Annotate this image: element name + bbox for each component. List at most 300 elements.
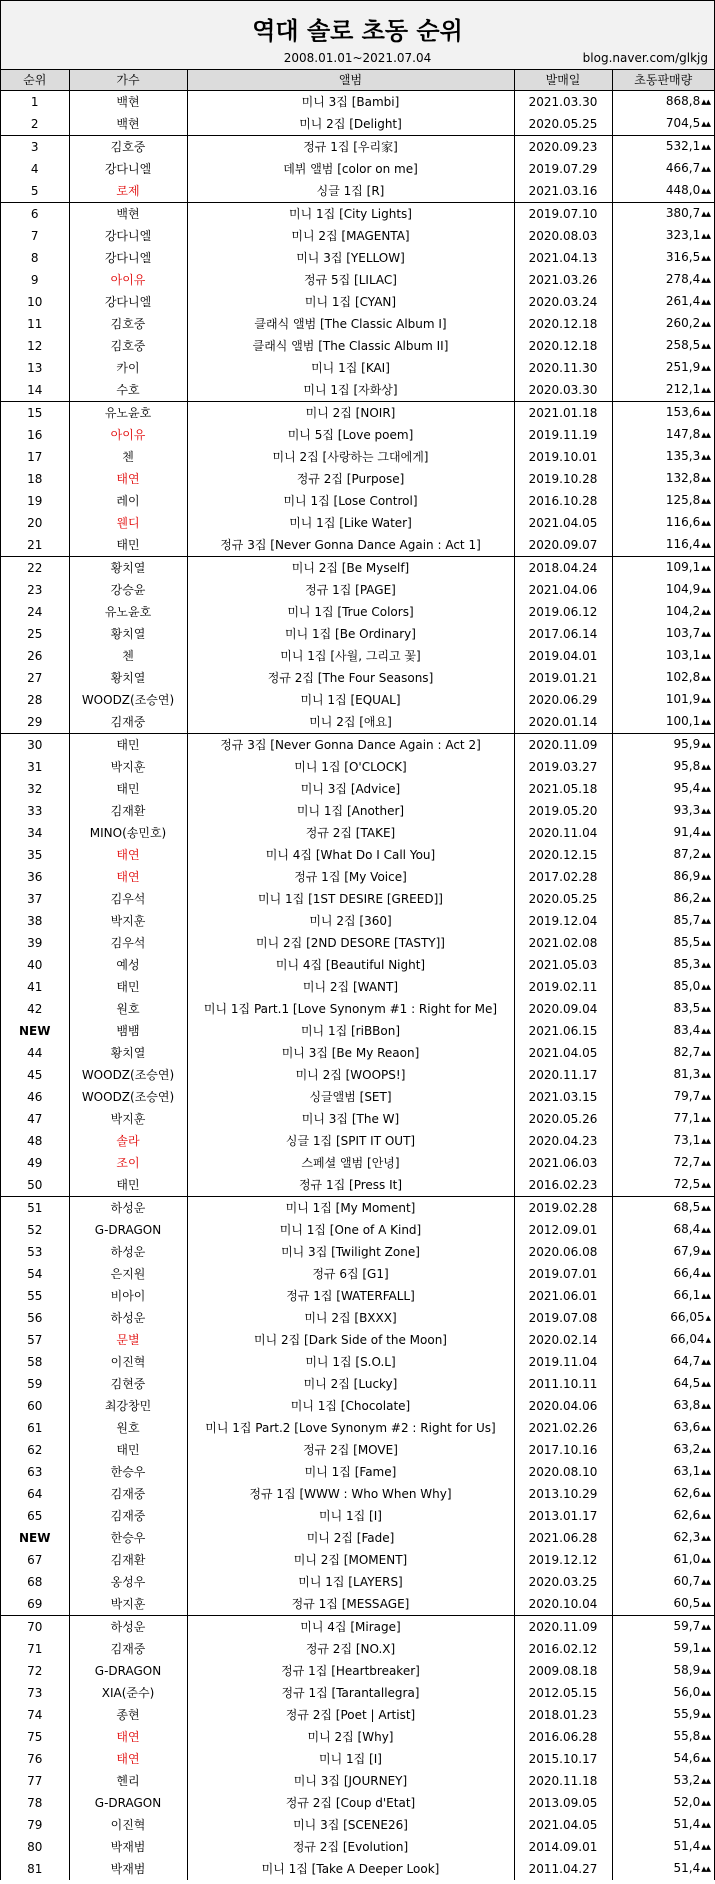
date-cell: 2019.12.12 [514,1549,612,1571]
sales-cell [612,1285,714,1307]
masked-digits-icon: ▲▲ [701,917,710,925]
sales-cell [612,1064,714,1086]
masked-digits-icon: ▲▲ [701,1248,710,1256]
sales-value: 212,1 [665,382,701,396]
sales-cell [612,1439,714,1461]
masked-digits-icon: ▲▲ [701,1799,710,1807]
date-cell: 2020.11.18 [514,1770,612,1792]
sales-cell [612,313,714,335]
table-row [1,1836,714,1858]
album-cell: 미니 3집 [JOURNEY] [187,1770,514,1792]
table-row [1,1748,714,1770]
date-cell: 2021.06.28 [514,1527,612,1549]
masked-digits-icon: ▲▲ [701,364,710,372]
sales-value: 83,5 [673,1001,701,1015]
table-row [1,734,714,757]
table-row [1,512,714,534]
rank-cell: 11 [27,316,43,331]
artist-cell: 김재환 [69,1549,187,1571]
artist-cell: 태민 [69,534,187,557]
sales-cell [612,778,714,800]
sales-cell [612,932,714,954]
artist-cell: 솔라 [69,1130,187,1152]
table-row [1,1593,714,1616]
album-cell: 정규 2집 [Purpose] [187,468,514,490]
artist-cell: 강다니엘 [69,225,187,247]
masked-digits-icon: ▲▲ [701,586,710,594]
album-cell: 미니 1집 [사월, 그리고 꽃] [187,645,514,667]
sales-cell [612,844,714,866]
masked-digits-icon: ▲▲ [701,564,710,572]
rank-cell: 50 [27,1177,43,1192]
rank-cell: 24 [27,604,43,619]
table-row [1,1351,714,1373]
sales-value: 51,4 [673,1817,701,1831]
table-row [1,800,714,822]
sales-cell [612,1593,714,1616]
album-cell: 미니 1집 [City Lights] [187,203,514,226]
artist-cell: 조이 [69,1152,187,1174]
artist-cell: 로제 [69,180,187,203]
rank-cell: NEW [19,1530,51,1545]
album-cell: 정규 2집 [Coup d'Etat] [187,1792,514,1814]
date-cell: 2021.04.05 [514,512,612,534]
table-row [1,1726,714,1748]
sales-value: 77,1 [673,1111,701,1125]
table-row [1,1130,714,1152]
table-row [1,998,714,1020]
artist-cell: 태연 [69,866,187,888]
rank-cell: 38 [27,913,43,928]
album-cell: 미니 3집 [YELLOW] [187,247,514,269]
table-row [1,1682,714,1704]
rank-cell: 39 [27,935,43,950]
artist-cell: WOODZ(조승연) [69,689,187,711]
artist-cell: 김호중 [69,313,187,335]
masked-digits-icon: ▲▲ [701,1402,710,1410]
rank-cell: 54 [27,1266,43,1281]
sales-cell [612,1571,714,1593]
artist-cell: 강다니엘 [69,247,187,269]
rank-cell: 20 [27,515,43,530]
rank-cell: 29 [27,714,43,729]
date-cell: 2020.10.04 [514,1593,612,1616]
date-cell: 2021.02.26 [514,1417,612,1439]
rank-cell: 45 [27,1067,43,1082]
sales-value: 103,1 [665,648,701,662]
date-cell: 2020.11.04 [514,822,612,844]
album-cell: 클래식 앨범 [The Classic Album I] [187,313,514,335]
sales-cell [612,1329,714,1351]
artist-cell: 한승우 [69,1527,187,1549]
artist-cell: 태민 [69,1439,187,1461]
album-cell: 미니 2집 [MAGENTA] [187,225,514,247]
rank-cell: 16 [27,427,43,442]
masked-digits-icon: ▲▲ [701,210,710,218]
table-row [1,1792,714,1814]
masked-digits-icon: ▲ [705,1336,710,1344]
date-cell: 2020.09.04 [514,998,612,1020]
date-cell: 2020.06.29 [514,689,612,711]
artist-cell: 박지훈 [69,910,187,932]
artist-cell: 헨리 [69,1770,187,1792]
sales-value: 53,2 [673,1773,701,1787]
album-cell: 미니 2집 [NOIR] [187,402,514,425]
sales-cell [612,291,714,313]
masked-digits-icon: ▲▲ [701,1159,710,1167]
table-row [1,756,714,778]
masked-digits-icon: ▲▲ [701,320,710,328]
sales-cell [612,1395,714,1417]
album-cell: 미니 1집 [자화상] [187,379,514,402]
sales-value: 59,7 [673,1619,701,1633]
album-cell: 미니 5집 [Love poem] [187,424,514,446]
rank-cell: 76 [27,1751,43,1766]
date-cell: 2021.03.15 [514,1086,612,1108]
album-cell: 정규 1집 [Heartbreaker] [187,1660,514,1682]
sales-cell [612,822,714,844]
album-cell: 정규 3집 [Never Gonna Dance Again : Act 1] [187,534,514,557]
date-cell: 2019.05.20 [514,800,612,822]
sales-cell [612,379,714,402]
date-cell: 2021.03.16 [514,180,612,203]
masked-digits-icon: ▲▲ [701,1137,710,1145]
sales-value: 260,2 [665,316,701,330]
table-row [1,1483,714,1505]
table-row [1,932,714,954]
rank-cell: 17 [27,449,43,464]
table-row [1,1461,714,1483]
artist-cell: 강승윤 [69,579,187,601]
artist-cell: 유노윤호 [69,601,187,623]
sales-cell [612,1483,714,1505]
artist-cell: 김우석 [69,932,187,954]
date-cell: 2019.03.27 [514,756,612,778]
table-row [1,954,714,976]
sales-cell [612,1108,714,1130]
table-row [1,778,714,800]
masked-digits-icon: ▲▲ [701,1270,710,1278]
masked-digits-icon: ▲▲ [701,939,710,947]
artist-cell: 박지훈 [69,756,187,778]
sales-value: 95,8 [673,759,701,773]
date-cell: 2019.11.19 [514,424,612,446]
sales-cell [612,1814,714,1836]
sales-cell [612,1373,714,1395]
sales-cell [612,1682,714,1704]
date-cell: 2019.10.28 [514,468,612,490]
date-cell: 2019.02.11 [514,976,612,998]
rank-cell: 81 [27,1861,43,1876]
rank-cell: 53 [27,1244,43,1259]
masked-digits-icon: ▲▲ [701,1755,710,1763]
rank-cell: 48 [27,1133,43,1148]
date-cell: 2019.07.08 [514,1307,612,1329]
sales-value: 64,7 [673,1354,701,1368]
sales-cell [612,910,714,932]
artist-cell: 종현 [69,1704,187,1726]
table-row [1,888,714,910]
table-row [1,158,714,180]
sales-value: 51,4 [673,1839,701,1853]
sales-cell [612,998,714,1020]
date-cell: 2018.04.24 [514,557,612,580]
sales-value: 83,4 [673,1023,701,1037]
artist-cell: 박지훈 [69,1108,187,1130]
sales-value: 95,4 [673,781,701,795]
table-header-row [1,70,714,91]
album-cell: 미니 1집 [True Colors] [187,601,514,623]
rank-cell: 6 [1,203,69,226]
date-cell: 2020.11.09 [514,1616,612,1639]
date-cell: 2020.12.18 [514,313,612,335]
sales-value: 63,2 [673,1442,701,1456]
rank-cell: 67 [27,1552,43,1567]
date-cell: 2020.03.30 [514,379,612,402]
sales-value: 54,6 [673,1751,701,1765]
sales-value: 85,5 [673,935,701,949]
artist-cell: 태연 [69,468,187,490]
table-row [1,1086,714,1108]
sales-cell [612,667,714,689]
date-cell: 2021.05.18 [514,778,612,800]
album-cell: 미니 2집 [Fade] [187,1527,514,1549]
album-cell: 미니 1집 [Lose Control] [187,490,514,512]
artist-cell: WOODZ(조승연) [69,1064,187,1086]
date-cell: 2017.10.16 [514,1439,612,1461]
table-row [1,1064,714,1086]
sales-cell [612,203,714,226]
rank-cell: 78 [27,1795,43,1810]
sales-cell [612,711,714,734]
artist-cell: 이진혁 [69,1814,187,1836]
table-row [1,1660,714,1682]
date-cell: 2020.03.25 [514,1571,612,1593]
table-row [1,1373,714,1395]
sales-value: 72,5 [673,1177,701,1191]
artist-cell: 태민 [69,734,187,757]
album-cell: 미니 2집 [BXXX] [187,1307,514,1329]
table-row [1,1174,714,1197]
artist-cell: 하성운 [69,1241,187,1263]
date-cell: 2019.07.01 [514,1263,612,1285]
masked-digits-icon: ▲▲ [701,763,710,771]
date-cell: 2021.03.30 [514,91,612,114]
masked-digits-icon: ▲▲ [701,298,710,306]
artist-cell: 김호중 [69,136,187,159]
masked-digits-icon: ▲▲ [701,1292,710,1300]
masked-digits-icon: ▲▲ [701,1512,710,1520]
album-cell: 정규 2집 [Evolution] [187,1836,514,1858]
masked-digits-icon: ▲▲ [701,961,710,969]
sales-cell [612,623,714,645]
artist-cell: MINO(송민호) [69,822,187,844]
date-cell: 2020.03.24 [514,291,612,313]
date-cell: 2021.04.05 [514,1814,612,1836]
sales-value: 81,3 [673,1067,701,1081]
sales-cell [612,954,714,976]
sales-value: 85,3 [673,957,701,971]
sales-cell [612,1461,714,1483]
rank-cell: 41 [27,979,43,994]
masked-digits-icon: ▲▲ [701,895,710,903]
sales-cell [612,756,714,778]
rank-cell: 52 [27,1222,43,1237]
sales-value: 380,7 [665,206,701,220]
date-cell: 2020.11.09 [514,734,612,757]
rank-cell: 33 [27,803,43,818]
table-row [1,645,714,667]
rank-cell: 79 [27,1817,43,1832]
masked-digits-icon: ▲▲ [701,1843,710,1851]
date-cell: 2019.04.01 [514,645,612,667]
artist-cell: 최강창민 [69,1395,187,1417]
masked-digits-icon: ▲▲ [701,1027,710,1035]
table-row [1,1152,714,1174]
sales-value: 101,9 [665,692,701,706]
date-cell: 2016.02.23 [514,1174,612,1197]
table-row [1,1020,714,1042]
sales-cell [612,424,714,446]
rank-cell: 44 [27,1045,43,1060]
sales-cell [612,976,714,998]
rank-cell: 63 [27,1464,43,1479]
masked-digits-icon: ▲▲ [701,187,710,195]
album-cell: 미니 1집 [My Moment] [187,1197,514,1220]
rank-cell: 57 [27,1332,43,1347]
rank-cell: 73 [27,1685,43,1700]
masked-digits-icon: ▲▲ [701,165,710,173]
rank-cell: 26 [27,648,43,663]
date-cell: 2020.05.25 [514,888,612,910]
rank-cell: 25 [27,626,43,641]
date-cell: 2011.10.11 [514,1373,612,1395]
date-cell: 2013.01.17 [514,1505,612,1527]
col-header-sales: 초동판매량 [612,70,714,91]
date-cell: 2012.09.01 [514,1219,612,1241]
table-row [1,1616,714,1639]
masked-digits-icon: ▲▲ [701,1468,710,1476]
table-row [1,844,714,866]
rank-cell: 49 [27,1155,43,1170]
sales-value: 466,7 [665,161,701,175]
album-cell: 미니 3집 [The W] [187,1108,514,1130]
sales-value: 62,3 [673,1530,701,1544]
rank-cell: 14 [27,382,43,397]
date-cell: 2020.12.15 [514,844,612,866]
source-label: blog.naver.com/glkjg [582,51,708,65]
album-cell: 미니 1집 [riBBon] [187,1020,514,1042]
rank-cell: 34 [27,825,43,840]
masked-digits-icon: ▲▲ [701,608,710,616]
sales-cell [612,734,714,757]
album-cell: 정규 1집 [PAGE] [187,579,514,601]
masked-digits-icon: ▲▲ [701,497,710,505]
table-row [1,1549,714,1571]
rank-cell: 21 [27,537,43,552]
sales-value: 55,8 [673,1729,701,1743]
rank-cell: 47 [27,1111,43,1126]
masked-digits-icon: ▲▲ [701,1490,710,1498]
table-row [1,601,714,623]
sales-value: 68,4 [673,1222,701,1236]
album-cell: 미니 2집 [2ND DESORE [TASTY]] [187,932,514,954]
sales-cell [612,1086,714,1108]
sales-value: 56,0 [673,1685,701,1699]
sales-cell [612,1638,714,1660]
date-cell: 2011.04.27 [514,1858,612,1880]
sales-cell [612,1770,714,1792]
rank-cell: 60 [27,1398,43,1413]
date-cell: 2020.08.03 [514,225,612,247]
masked-digits-icon: ▲▲ [701,1380,710,1388]
masked-digits-icon: ▲ [705,1314,710,1322]
table-row [1,910,714,932]
sales-cell [612,557,714,580]
date-cell: 2019.02.28 [514,1197,612,1220]
artist-cell: 레이 [69,490,187,512]
table-row [1,113,714,136]
sales-cell [612,1174,714,1197]
table-row [1,1638,714,1660]
sales-value: 60,5 [673,1596,701,1610]
date-cell: 2021.04.06 [514,579,612,601]
table-row [1,379,714,402]
table-row [1,534,714,557]
table-row [1,557,714,580]
table-row [1,1704,714,1726]
sales-value: 51,4 [673,1861,701,1875]
date-cell: 2013.09.05 [514,1792,612,1814]
artist-cell: 하성운 [69,1616,187,1639]
masked-digits-icon: ▲▲ [701,1556,710,1564]
artist-cell: 원호 [69,998,187,1020]
rank-cell: 27 [27,670,43,685]
masked-digits-icon: ▲▲ [701,1358,710,1366]
rank-cell: 5 [30,183,39,198]
album-cell: 미니 2집 [사랑하는 그대에게] [187,446,514,468]
table-row [1,490,714,512]
album-cell: 미니 1집 [Another] [187,800,514,822]
table-row [1,623,714,645]
rank-cell: 4 [30,161,39,176]
masked-digits-icon: ▲▲ [701,276,710,284]
sales-cell [612,269,714,291]
album-cell: 스페셜 앨범 [안녕] [187,1152,514,1174]
album-cell: 미니 3집 [Twilight Zone] [187,1241,514,1263]
table-row [1,1042,714,1064]
masked-digits-icon: ▲▲ [701,386,710,394]
sales-cell [612,645,714,667]
sales-value: 125,8 [665,493,701,507]
album-cell: 미니 4집 [Beautiful Night] [187,954,514,976]
sales-value: 278,4 [665,272,701,286]
album-cell: 정규 1집 [WWW : Who When Why] [187,1483,514,1505]
sales-cell [612,136,714,159]
sales-value: 63,8 [673,1398,701,1412]
album-cell: 미니 2집 [Dark Side of the Moon] [187,1329,514,1351]
rank-cell: 23 [27,582,43,597]
rank-cell: 10 [27,294,43,309]
date-cell: 2012.05.15 [514,1682,612,1704]
masked-digits-icon: ▲▲ [701,1578,710,1586]
masked-digits-icon: ▲▲ [701,1005,710,1013]
page-title: 역대 솔로 초동 순위 [252,17,463,45]
date-cell: 2020.05.26 [514,1108,612,1130]
period-label: 2008.01.01~2021.07.04 [283,51,432,65]
masked-digits-icon: ▲▲ [701,475,710,483]
album-cell: 미니 3집 [SCENE26] [187,1814,514,1836]
